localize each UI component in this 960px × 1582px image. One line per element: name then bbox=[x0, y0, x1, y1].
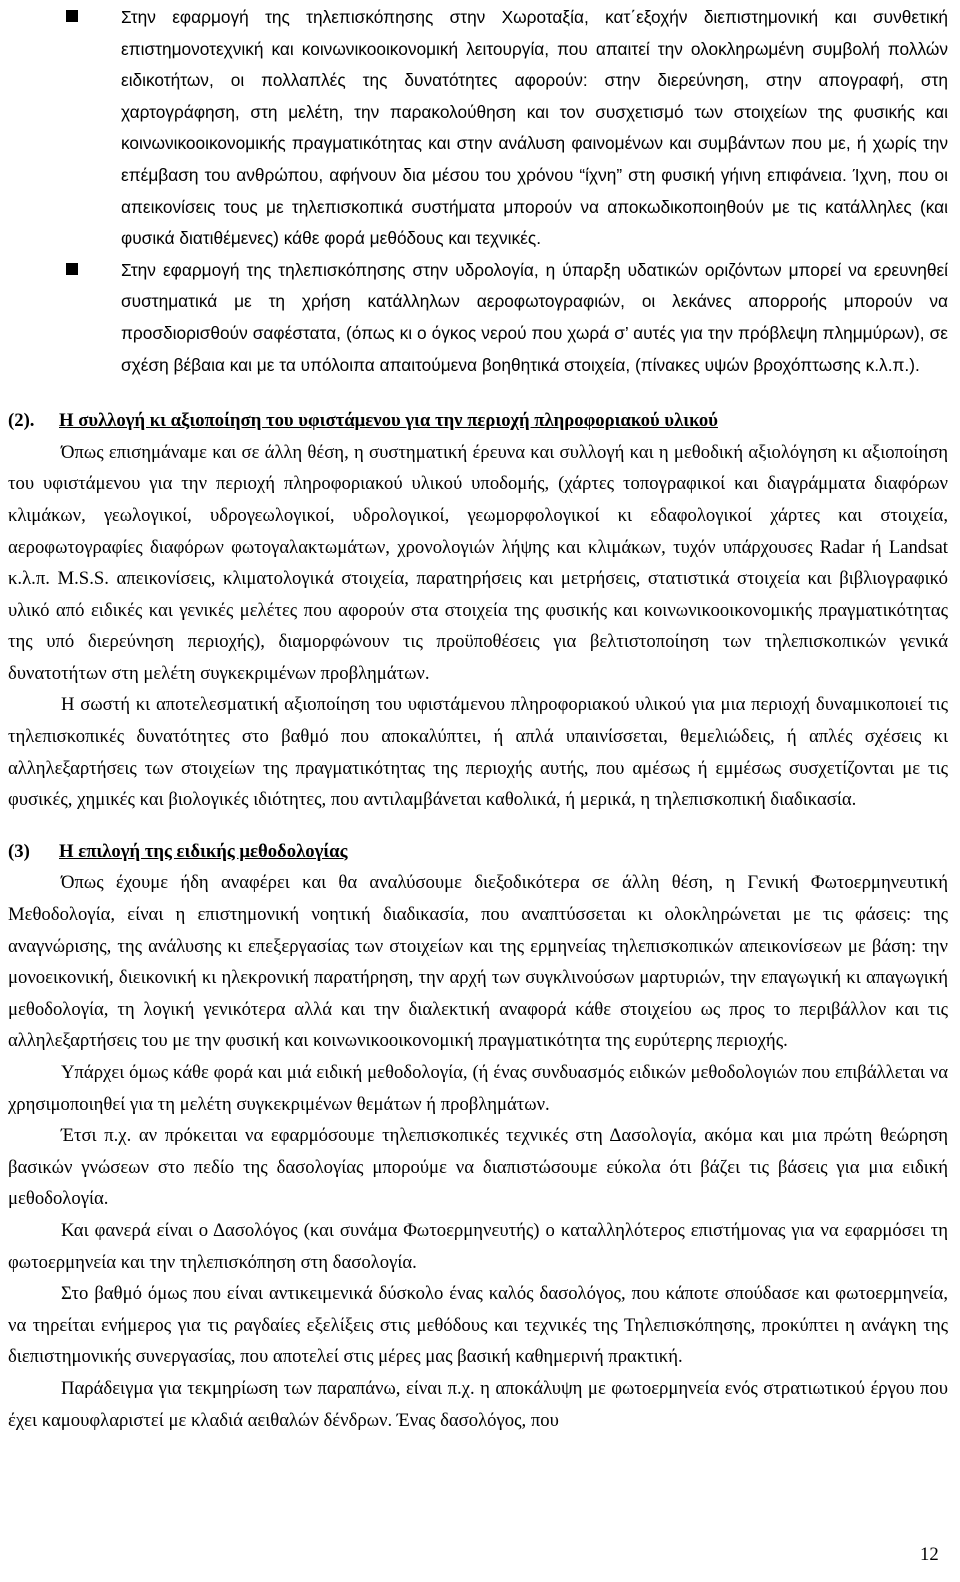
section-heading-3 bbox=[8, 836, 948, 868]
page-number: 12 bbox=[920, 1544, 939, 1565]
section-heading-2 bbox=[8, 405, 948, 437]
paragraph: Όπως έχουμε ήδη αναφέρει και θα αναλύσουμε διεξοδικότερα σε άλλη θέση, η Γενική Φωτοερμηνευτική Μεθοδολογία, είναι η επιστημονική νοητική διαδικασία, που αναπτύσσεται κι ολοκληρώνεται με τις φάσεις: της αναγνώρισης, της ανάλυσης κι επεξεργασίας των στοιχείων και της ερμηνείας τηλεπισκοπικών απεικονίσεων με βάση: την μονοεικονική, διεικονική κι ηλεκρονική παρατήρηση, την αρχή των συγκλινούσων μαρτυριών, την επαγωγική κι απαγωγική μεθοδολογία, τη λογική γενικότερα αλλά και την διαλεκτική αναφορά κάθε στοιχείου ως προς το περιβάλλον και τις αλληλεξαρτήσεις του με την φυσική και κοινωνικοοικονομική πραγματικότητα της ευρύτερης περιοχής. bbox=[8, 872, 948, 1052]
bullet-item-hydrology bbox=[8, 255, 948, 381]
paragraph: Και φανερά είναι ο Δασολόγος (και συνάμα Φωτοερμηνευτής) ο καταλληλότερος επιστήμονας για να εφαρμόσει τη φωτοερμηνεία και την τηλεπισκόπηση στη δασολογία. bbox=[8, 1219, 948, 1273]
section-number: (3) bbox=[8, 840, 30, 862]
paragraph: Όπως επισημάναμε και σε άλλη θέση, η συστηματική έρευνα και συλλογή και η μεθοδική αξιολόγηση κι αξιοποίηση του υφιστάμενου για την περιοχή πληροφοριακού υλικού υποδομής, (χάρτες τοπογραφικοί και διαγράμματα διαφόρων κλιμάκων, γεωλογικοί, υδρογεωλογικοί, υδρολογικοί, γεωμορφολογικοί κι εδαφολογικοί χάρτες και στοιχεία, αεροφωτογραφίες διαφόρων φωτογαλακτωμάτων, χρονολογιών λήψης και κλιμάκων, τυχόν υπάρχουσες Radar ή Landsat κ.λ.π. M.S.S. απεικονίσεις, κλιματολογικά στοιχεία, παρατηρήσεις και μετρήσεις, στατιστικά στοιχεία και βιβλιογραφικό υλικό από ειδικές και γενικές μελέτες που αφορούν στα στοιχεία της φυσικής και κοινωνικοοικονομικής πραγματικότητας της υπό διερεύνηση περιοχής), διαμορφώνουν τις προϋποθέσεις για βελτιστοποίηση των τηλεπισκοπικών γενικά δυνατοτήτων στη μελέτη συγκεκριμένων προβλημάτων. bbox=[8, 441, 948, 684]
square-bullet-icon bbox=[66, 263, 78, 275]
bullet-item-planning bbox=[8, 2, 948, 255]
square-bullet-icon bbox=[66, 10, 78, 22]
paragraph: Στο βαθμό όμως που είναι αντικειμενικά δύσκολο ένας καλός δασολόγος, που κάποτε σπούδασε και φωτοερμηνεία, να τηρείται ενήμερος για τις ραγδαίες εξελίξεις στις μεθόδους και τεχνικές της Τηλεπισκόπησης, προκύπτει η ανάγκη της διεπιστημονικής συνεργασίας, που αποτελεί στις μέρες μας βασική καθημερινή πρακτική. bbox=[8, 1283, 948, 1368]
bullet-text: Στην εφαρμογή της τηλεπισκόπησης στην Χωροταξία, κατ΄εξοχήν διεπιστημονική και συνθετική επιστημονοτεχνική και κοινωνικοοικονομική λειτουργία, που απαιτεί την ολοκληρωμένη συμβολή πολλών ειδικοτήτων, οι πολλαπλές της δυνατότητες αφορούν: στην διερεύνηση, στην απογραφή, στη χαρτογράφηση, στη μελέτη, την παρακολούθηση και τον συσχετισμό των στοιχείων της φυσικής και κοινωνικοοικονομικής πραγματικότητας και στην ανάλυση φαινομένων και συμβάντων που με, ή χωρίς την επέμβαση του ανθρώπου, αφήνουν δια μέσου του χρόνου “ίχνη” στη φυσική γήινη επιφάνεια. Ίχνη, που οι απεικονίσεις τους με τηλεπισκοπικά συστήματα μπορούν να αποκωδικοποιηθούν με τις κατάλληλες (και φυσικά διατιθέμενες) κάθε φορά μεθόδους και τεχνικές. bbox=[121, 7, 948, 249]
paragraph: Παράδειγμα για τεκμηρίωση των παραπάνω, είναι π.χ. η αποκάλυψη με φωτοερμηνεία ενός στρατιωτικού έργου που έχει καμουφλαριστεί με κλαδιά αειθαλών δένδρων. Ένας δασολόγος, που bbox=[8, 1377, 948, 1431]
paragraph: Υπάρχει όμως κάθε φορά και μιά ειδική μεθοδολογία, (ή ένας συνδυασμός ειδικών μεθοδολογιών που επιβάλλεται να χρησιμοποιηθεί για τη μελέτη συγκεκριμένων θεμάτων ή προβλημάτων. bbox=[8, 1062, 948, 1115]
bullet-text: Στην εφαρμογή της τηλεπισκόπησης στην υδρολογία, η ύπαρξη υδατικών οριζόντων μπορεί να ερευνηθεί συστηματικά με τη χρήση κατάλληλων αεροφωτογραφιών, οι λεκάνες απορροής μπορούν να προσδιορισθούν σαφέστατα, (όπως κι ο όγκος νερού που χωρά σ’ αυτές για την πρόβλεψη πλημμύρων), σε σχέση βέβαια και με τα υπόλοιπα απαιτούμενα βοηθητικά στοιχεία, (πίνακες υψών βροχόπτωσης κ.λ.π.). bbox=[121, 259, 948, 375]
document-page bbox=[8, 2, 948, 1436]
section-title: Η συλλογή κι αξιοποίηση του υφιστάμενου για την περιοχή πληροφοριακού υλικού bbox=[59, 410, 718, 432]
section-title: Η επιλογή της ειδικής μεθοδολογίας bbox=[59, 840, 348, 862]
paragraph: Η σωστή κι αποτελεσματική αξιοποίηση του υφιστάμενου πληροφοριακού υλικού για μια περιοχή δυναμικοποιεί τις τηλεπισκοπικές δυνατότητες στο βαθμό που αποκαλύπτει, ή απλά υπαινίσσεται, θεμελιώδεις, ή απλές σχέσεις κι αλληλεξαρτήσεις των στοιχείων της πραγματικότητας της περιοχής αυτής, που αμέσως ή εμμέσως συσχετίζονται με τις φυσικές, χημικές και βιολογικές ιδιότητες, που αντιλαμβάνεται καθολικά, ή μερικά, η τηλεπισκοπική διαδικασία. bbox=[8, 694, 948, 811]
section-number: (2). bbox=[8, 410, 35, 432]
paragraph: Έτσι π.χ. αν πρόκειται να εφαρμόσουμε τηλεπισκοπικές τεχνικές στη Δασολογία, ακόμα και μια πρώτη θεώρηση βασικών γνώσεων στο πεδίο της δασολογίας μπορούμε να διαπιστώσουμε εύκολα ότι βάζει τις βάσεις για μια ειδική μεθοδολογία. bbox=[8, 1125, 948, 1210]
